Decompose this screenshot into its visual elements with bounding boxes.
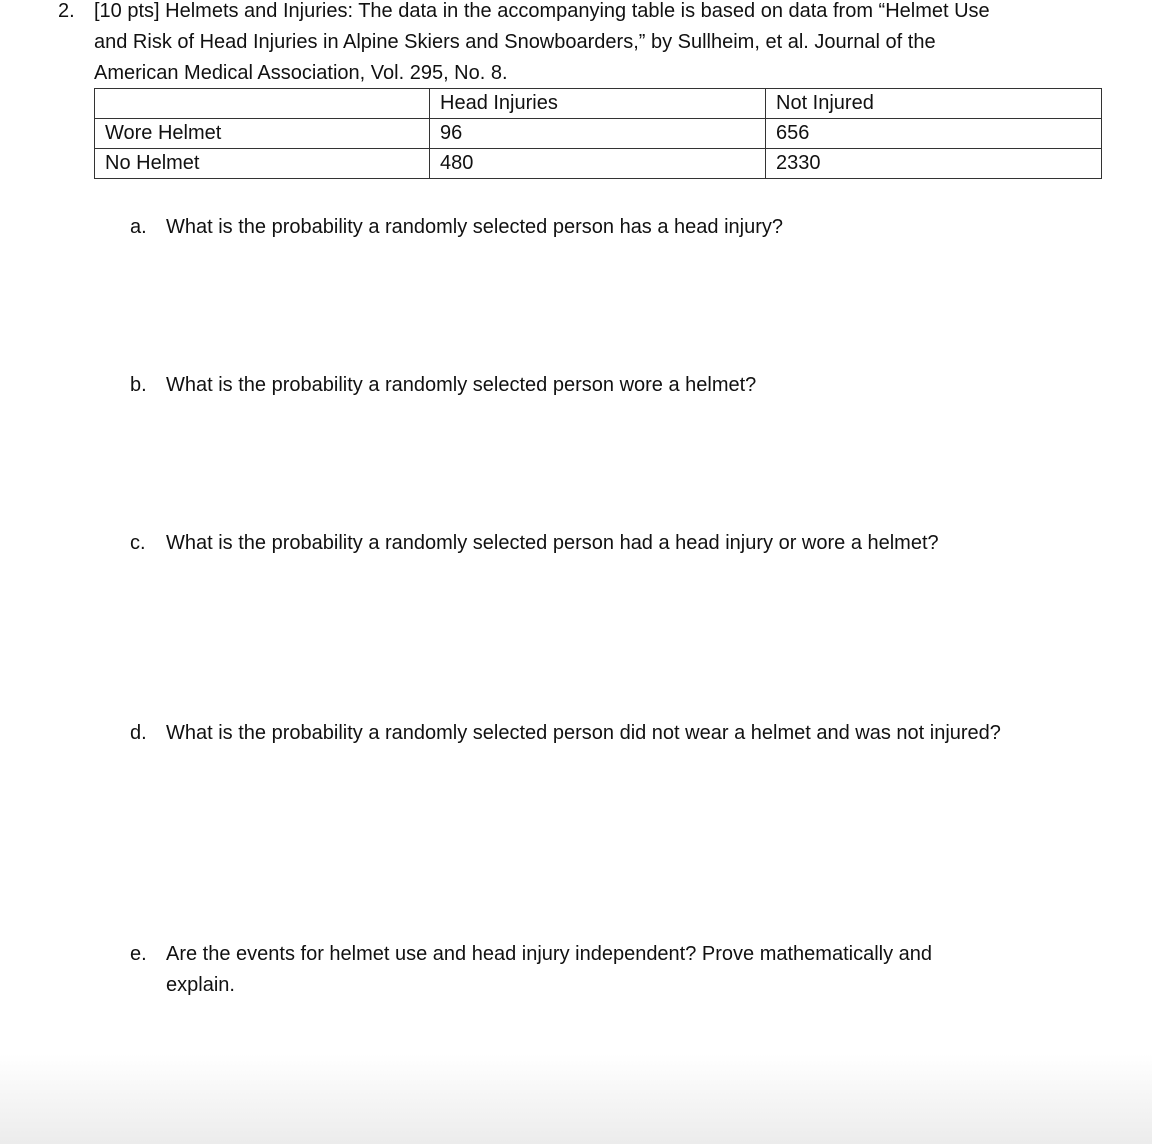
table-cell: 656 [766, 119, 1102, 149]
question-letter: b. [130, 374, 147, 396]
question-text: What is the probability a randomly selected person has a head injury? [166, 216, 784, 238]
table-header-cell: Not Injured [766, 89, 1102, 119]
problem-statement [94, 0, 1114, 89]
problem-line: [10 pts] Helmets and Injuries: The data in the accompanying table is based on data from “Helmet Use [94, 0, 990, 22]
table-cell: 96 [430, 119, 766, 149]
question-text: What is the probability a randomly selected person had a head injury or wore a helmet? [166, 532, 939, 554]
table-cell: 2330 [766, 149, 1102, 179]
table-row [95, 119, 1102, 149]
question-text: What is the probability a randomly selected person did not wear a helmet and was not injured? [166, 722, 1001, 744]
problem-line: and Risk of Head Injuries in Alpine Skiers and Snowboarders,” by Sullheim, et al. Journal of the [94, 31, 936, 53]
bottom-fade [0, 1054, 1152, 1144]
question-text: Are the events for helmet use and head injury independent? Prove mathematically and [166, 943, 933, 965]
table-header-cell [95, 89, 430, 119]
problem-number: 2. [58, 0, 75, 22]
question-letter: a. [130, 216, 147, 238]
table-header-cell: Head Injuries [430, 89, 766, 119]
question-text: explain. [166, 974, 235, 996]
problem-line: American Medical Association, Vol. 295, No. 8. [94, 62, 508, 84]
table-header-row [95, 89, 1102, 119]
question-letter: d. [130, 722, 147, 744]
data-table [94, 88, 1102, 179]
table-cell: 480 [430, 149, 766, 179]
table-cell: No Helmet [95, 149, 430, 179]
question-text: What is the probability a randomly selected person wore a helmet? [166, 374, 757, 396]
table-cell: Wore Helmet [95, 119, 430, 149]
table-row [95, 149, 1102, 179]
question-letter: e. [130, 943, 147, 965]
question-letter: c. [130, 532, 146, 554]
